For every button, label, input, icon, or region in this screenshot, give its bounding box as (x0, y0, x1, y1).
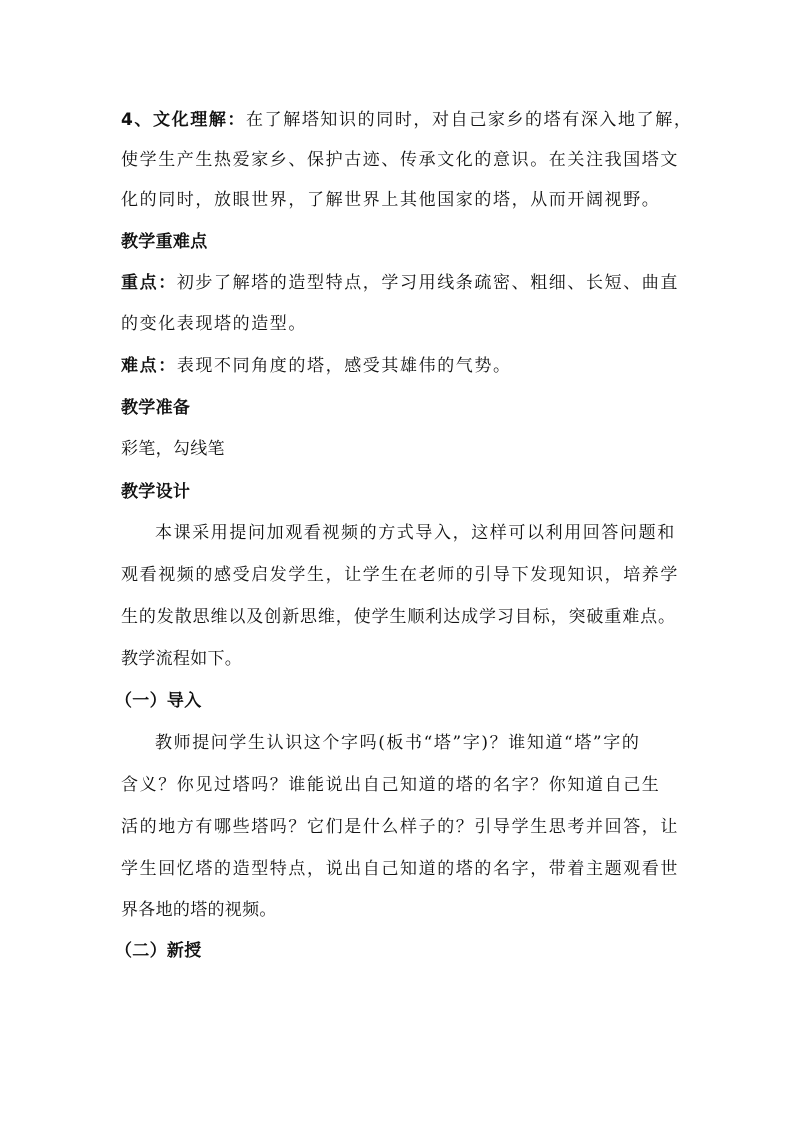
difficult-point-text: 表现不同角度的塔，感受其雄伟的气势。 (176, 356, 512, 376)
heading-preparation: 教学准备 (121, 398, 191, 418)
intro-line-3: 活的地方有哪些塔吗？它们是什么样子的？引导学生思考并回答，让 (121, 817, 679, 837)
heading-new-lesson: （二）新授 (115, 941, 202, 961)
culture-text-1: 在了解塔知识的同时，对自己家乡的塔有深入地了解， (246, 110, 693, 130)
culture-line-2: 使学生产生热爱家乡、保护古迹、传承文化的意识。在关注我国塔文 (121, 150, 679, 170)
design-line-1: 本课采用提问加观看视频的方式导入，这样可以利用回答问题和 (155, 523, 676, 543)
intro-line-1: 教师提问学生认识这个字吗(板书“塔”字)？谁知道“塔”字的 (155, 733, 641, 753)
preparation-text: 彩笔，勾线笔 (121, 439, 225, 459)
heading-design: 教学设计 (121, 482, 191, 502)
difficult-point-label: 难点： (121, 356, 177, 376)
intro-line-2: 含义？你见过塔吗？谁能说出自己知道的塔的名字？你知道自己生 (121, 775, 661, 795)
heading-key-points: 教学重难点 (121, 232, 208, 252)
culture-line-3: 化的同时，放眼世界，了解世界上其他国家的塔，从而开阔视野。 (121, 190, 661, 210)
key-point-text-1: 初步了解塔的造型特点，学习用线条疏密、粗细、长短、曲直 (176, 273, 680, 293)
design-line-4: 教学流程如下。 (121, 649, 243, 669)
design-line-2: 观看视频的感受启发学生，让学生在老师的引导下发现知识，培养学 (121, 565, 679, 585)
intro-line-5: 界各地的塔的视频。 (121, 900, 277, 920)
culture-line-1 (121, 108, 692, 132)
difficult-point-line (121, 354, 512, 378)
heading-introduction: （一）导入 (115, 691, 202, 711)
key-point-label: 重点： (121, 273, 177, 293)
key-point-line-2: 的变化表现塔的造型。 (121, 314, 307, 334)
design-line-3: 生的发散思维以及创新思维，使学生顺利达成学习目标，突破重难点。 (121, 607, 676, 627)
culture-label: 4、文化理解： (121, 110, 247, 130)
key-point-line-1 (121, 271, 679, 295)
intro-line-4: 学生回忆塔的造型特点，说出自己知道的塔的名字，带着主题观看世 (121, 859, 679, 879)
